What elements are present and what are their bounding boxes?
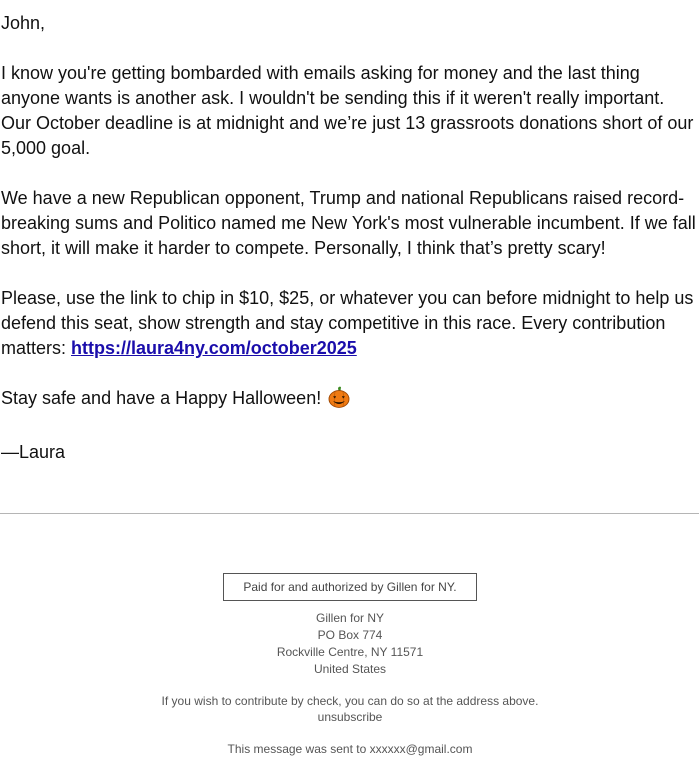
jack-o-lantern-icon — [328, 386, 350, 415]
paragraph-3 — [1, 286, 699, 361]
closing-text: Stay safe and have a Happy Halloween! — [1, 388, 322, 408]
address-city: Rockville Centre, NY 11571 — [276, 645, 424, 659]
closing-line — [1, 386, 699, 415]
email-body — [1, 11, 699, 490]
email-footer — [0, 573, 700, 757]
check-contribution-note: If you wish to contribute by check, you can do so at the address above. — [161, 694, 539, 708]
mailing-address — [0, 610, 700, 678]
address-name: Gillen for NY — [315, 611, 385, 625]
sent-to-line — [0, 741, 700, 757]
address-country: United States — [313, 662, 387, 676]
divider — [0, 513, 699, 514]
address-po-box: PO Box 774 — [317, 628, 383, 642]
paragraph-3-text: Please, use the link to chip in $10, $25, or whatever you can before midnight to help us defend this seat, show strength and stay competitive in this race. Every contribution matters: — [1, 288, 694, 358]
recipient-email: xxxxxx@gmail.com — [369, 742, 473, 756]
paragraph-1: I know you're getting bombarded with emails asking for money and the last thing anyone wants is another ask. I wouldn't be sending this if it weren't really important. Our October deadline is at midnight and we’re just 13 grassroots donations short of our 5,000 goal. — [1, 63, 694, 158]
sent-to-prefix: This message was sent to — [227, 742, 370, 756]
paid-for-notice: Paid for and authorized by Gillen for NY. — [223, 573, 476, 601]
paragraph-2: We have a new Republican opponent, Trump and national Republicans raised record-breaking sums and Politico named me New York's most vulnerable incumbent. If we fall short, it will make it harder to compete. Personally, I think that’s pretty scary! — [1, 188, 696, 258]
signature: —Laura — [1, 442, 66, 462]
donation-link[interactable]: https://laura4ny.com/october2025 — [71, 338, 357, 358]
unsubscribe-link[interactable]: unsubscribe — [317, 710, 383, 724]
greeting: John, — [1, 13, 46, 33]
